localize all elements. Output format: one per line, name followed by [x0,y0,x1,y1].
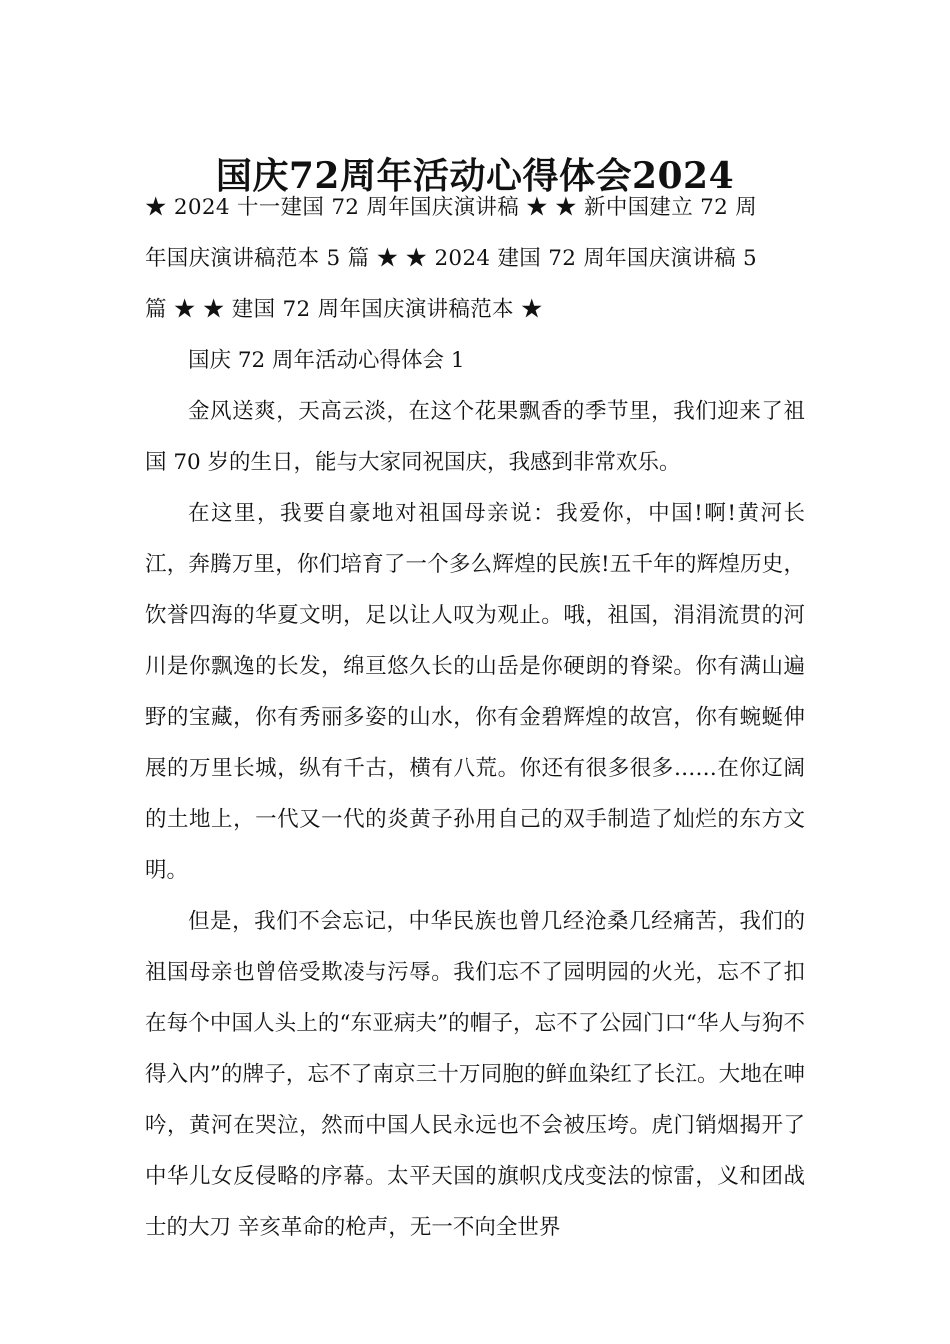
paragraph: 金风送爽，天高云淡，在这个花果飘香的季节里，我们迎来了祖国 70 岁的生日，能与大家同祝国庆，我感到非常欢乐。 [145,399,805,475]
document-title: 国庆72周年活动心得体会2024 [215,155,735,198]
paragraph: 在这里，我要自豪地对祖国母亲说：我爱你，中国!啊!黄河长江，奔腾万里，你们培育了一个多么辉煌的民族!五千年的辉煌历史，饮誉四海的华夏文明，足以让人叹为观止。哦，祖国，涓涓流贯的河川是你飘逸的长发，绵亘悠久长的山岳是你硬朗的脊梁。你有满山遍野的宝藏，你有秀丽多姿的山水，你有金碧辉煌的故宫，你有蜿蜒伸展的万里长城，纵有千古，横有八荒。你还有很多很多……在你辽阔的土地上，一代又一代的炎黄子孙用自己的双手制造了灿烂的东方文明。 [145,501,805,883]
related-articles-line[interactable]: ★ 2024 十一建国 72 周年国庆演讲稿 ★ ★ 新中国建立 72 周 [145,195,758,220]
related-articles-line[interactable]: 篇 ★ ★ 建国 72 周年国庆演讲稿范本 ★ [145,297,543,322]
related-articles [145,182,805,335]
paragraph: 但是，我们不会忘记，中华民族也曾几经沧桑几经痛苦，我们的祖国母亲也曾倍受欺凌与污辱。我们忘不了园明园的火光，忘不了扣在每个中国人头上的“东亚病夫”的帽子，忘不了公园门口“华人与狗不得入内”的牌子，忘不了南京三十万同胞的鲜血染红了长江。大地在呻吟，黄河在哭泣，然而中国人民永远也不会被压垮。虎门销烟揭开了中华儿女反侵略的序幕。太平天国的旗帜戊戌变法的惊雷，义和团战士的大刀 辛亥革命的枪声，无一不向全世界 [145,909,805,1240]
document-body [145,182,805,1253]
section-heading: 国庆 72 周年活动心得体会 1 [188,348,465,373]
related-articles-line[interactable]: 年国庆演讲稿范本 5 篇 ★ ★ 2024 建国 72 周年国庆演讲稿 5 [145,246,758,271]
